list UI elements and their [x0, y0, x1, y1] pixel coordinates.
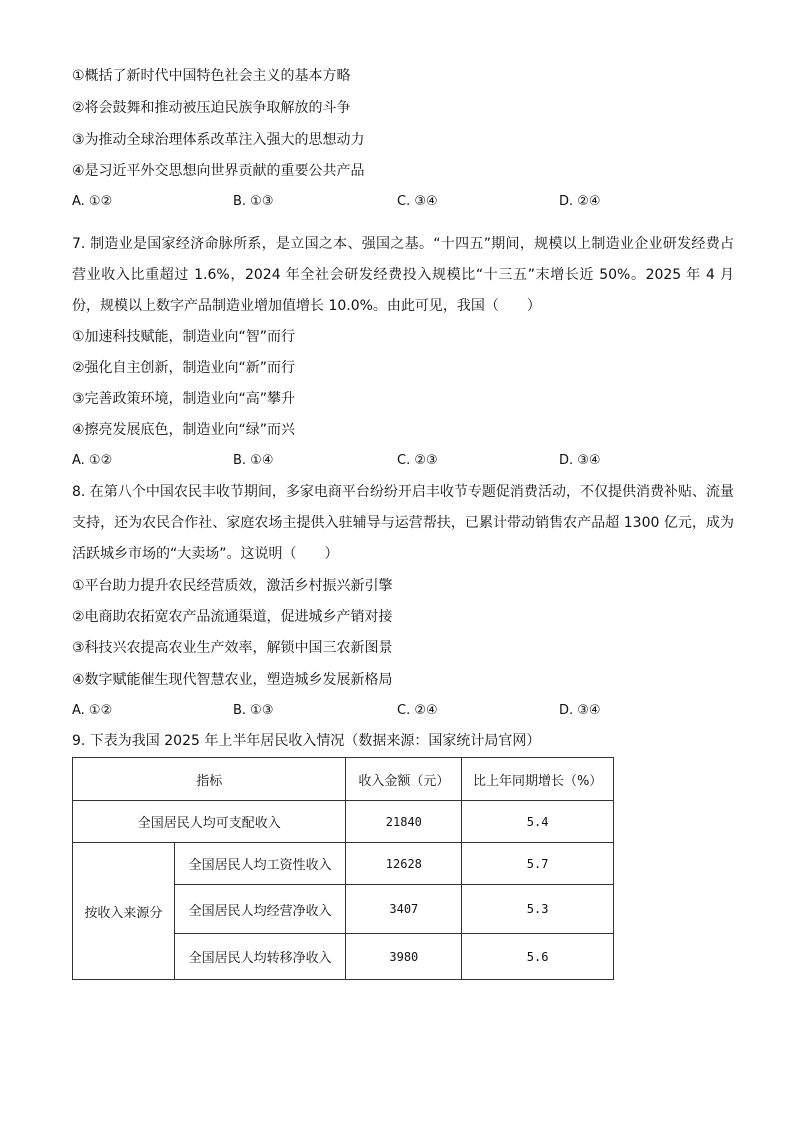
- q8-statement-3: ③科技兴农提高农业生产效率，解锁中国三农新图景: [72, 640, 393, 656]
- q8-statement-4: ④数字赋能催生现代智慧农业，塑造城乡发展新格局: [72, 672, 393, 688]
- row-growth: 5.3: [462, 885, 614, 934]
- q7-option-b[interactable]: B. ①④: [233, 453, 274, 468]
- q6-statement-1: ①概括了新时代中国特色社会主义的基本方略: [72, 68, 351, 84]
- row-amount: 21840: [346, 801, 462, 843]
- q6-option-d[interactable]: D. ②④: [559, 194, 601, 209]
- row-label: 全国居民人均经营净收入: [174, 885, 346, 934]
- row-growth: 5.6: [462, 934, 614, 980]
- table-row: [73, 801, 614, 843]
- q7-stem: 7. 制造业是国家经济命脉所系，是立国之本、强国之基。“十四五”期间，规模以上制造业企业研发经费占营业收入比重超过 1.6%，2024 年全社会研发经费投入规模比“十三五”末增长近 50%。2025 年 4 月份，规模以上数字产品制造业增加值增长 10.0%。由此可见，我国（ ）: [72, 236, 734, 314]
- row-label: 全国居民人均转移净收入: [174, 934, 346, 980]
- q6-statement-2: ②将会鼓舞和推动被压迫民族争取解放的斗争: [72, 100, 351, 116]
- q6-statement-4: ④是习近平外交思想向世界贡献的重要公共产品: [72, 163, 365, 179]
- q7-statement-1: ①加速科技赋能，制造业向“智”而行: [72, 329, 296, 345]
- table-row: [73, 843, 614, 885]
- row-label: 全国居民人均可支配收入: [73, 801, 346, 843]
- q7-statement-4: ④擦亮发展底色，制造业向“绿”而兴: [72, 422, 296, 438]
- q8-option-b[interactable]: B. ①③: [233, 703, 274, 718]
- row-amount: 12628: [346, 843, 462, 885]
- row-growth: 5.7: [462, 843, 614, 885]
- income-table: [72, 757, 614, 980]
- q8-statement-2: ②电商助农拓宽农产品流通渠道，促进城乡产销对接: [72, 609, 393, 625]
- row-growth: 5.4: [462, 801, 614, 843]
- q6-option-b[interactable]: B. ①③: [233, 194, 274, 209]
- q9-stem: 9. 下表为我国 2025 年上半年居民收入情况（数据来源：国家统计局官网）: [72, 733, 541, 749]
- q7-options: [72, 451, 712, 471]
- row-amount: 3407: [346, 885, 462, 934]
- q7-option-c[interactable]: C. ②③: [397, 453, 438, 468]
- header-growth: 比上年同期增长（%）: [462, 758, 614, 801]
- q8-statement-1: ①平台助力提升农民经营质效，激活乡村振兴新引擎: [72, 578, 393, 594]
- q7-option-d[interactable]: D. ③④: [559, 453, 601, 468]
- q6-statement-3: ③为推动全球治理体系改革注入强大的思想动力: [72, 132, 365, 148]
- q8-option-a[interactable]: A. ①②: [72, 703, 113, 718]
- q6-options: [72, 192, 712, 212]
- q7-option-a[interactable]: A. ①②: [72, 453, 113, 468]
- q8-option-d[interactable]: D. ③④: [559, 703, 601, 718]
- q8-options: [72, 701, 712, 721]
- row-label: 全国居民人均工资性收入: [174, 843, 346, 885]
- header-amount: 收入金额（元）: [346, 758, 462, 801]
- q6-option-c[interactable]: C. ③④: [397, 194, 438, 209]
- q7-statement-3: ③完善政策环境，制造业向“高”攀升: [72, 391, 296, 407]
- q6-option-a[interactable]: A. ①②: [72, 194, 113, 209]
- q8-stem: 8. 在第八个中国农民丰收节期间，多家电商平台纷纷开启丰收节专题促消费活动，不仅提供消费补贴、流量支持，还为农民合作社、家庭农场主提供入驻辅导与运营帮扶，已累计带动销售农产品超 1300 亿元，成为活跃城乡市场的“大卖场”。这说明（ ）: [72, 484, 734, 562]
- row-amount: 3980: [346, 934, 462, 980]
- q7-statement-2: ②强化自主创新，制造业向“新”而行: [72, 360, 296, 376]
- table-header-row: [73, 758, 614, 801]
- header-indicator: 指标: [73, 758, 346, 801]
- group-label: 按收入来源分: [73, 843, 175, 980]
- q8-option-c[interactable]: C. ②④: [397, 703, 438, 718]
